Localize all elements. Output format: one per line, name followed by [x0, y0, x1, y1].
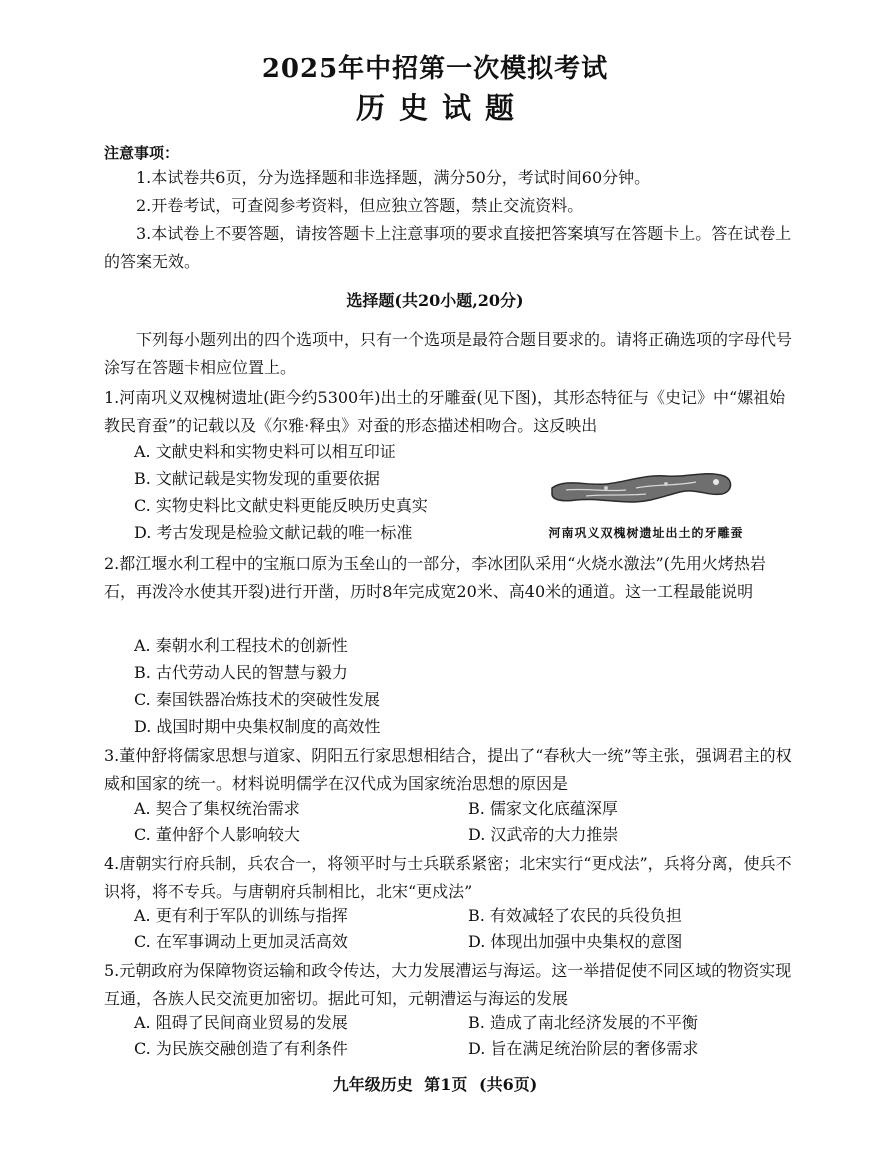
exam-title: 2025年中招第一次模拟考试 — [261, 54, 609, 84]
option-a: A. 契合了集权统治需求 — [134, 799, 300, 818]
option-d: D. 体现出加强中央集权的意图 — [468, 932, 683, 951]
question-number: 3. — [104, 746, 120, 765]
question-3 — [104, 742, 792, 798]
notice-heading: 注意事项： — [104, 144, 180, 162]
notice-item: 2.开卷考试，可查阅参考资料，但应独立答题，禁止交流资料。 — [136, 196, 584, 215]
option-d: D. 战国时期中央集权制度的高效性 — [134, 717, 381, 736]
option-b: B. 儒家文化底蕴深厚 — [468, 799, 618, 818]
question-4 — [104, 850, 792, 906]
option-b: B. 造成了南北经济发展的不平衡 — [468, 1013, 698, 1032]
question-stem: 唐朝实行府兵制，兵农合一，将领平时与士兵联系紧密；北宋实行“更戍法”，兵将分离，使兵不识将，将不专兵。与唐朝府兵制相比，北宋“更戍法” — [104, 854, 792, 901]
section-heading: 选择题(共20小题,20分) — [346, 291, 524, 310]
page-footer: 九年级历史 第1页 (共6页) — [332, 1075, 538, 1094]
question-5 — [104, 957, 792, 1013]
option-c: C. 在军事调动上更加灵活高效 — [134, 932, 348, 951]
option-b: B. 古代劳动人民的智慧与毅力 — [134, 663, 348, 682]
option-c: C. 秦国铁器冶炼技术的突破性发展 — [134, 690, 380, 709]
option-a: A. 更有利于军队的训练与指挥 — [134, 906, 348, 925]
carved-ivory-silkworm-image — [546, 466, 736, 516]
question-number: 2. — [104, 554, 120, 573]
option-b: B. 文献记载是实物发现的重要依据 — [134, 469, 380, 488]
question-number: 1. — [104, 388, 120, 407]
notice-item: 3.本试卷上不要答题，请按答题卡上注意事项的要求直接把答案填写在答题卡上。答在试卷上的答案无效。 — [104, 224, 792, 271]
question-stem: 董仲舒将儒家思想与道家、阴阳五行家思想相结合，提出了“春秋大一统”等主张，强调君主的权威和国家的统一。材料说明儒学在汉代成为国家统治思想的原因是 — [104, 746, 792, 793]
option-d: D. 考古发现是检验文献记载的唯一标准 — [134, 523, 413, 542]
option-b: B. 有效减轻了农民的兵役负担 — [468, 906, 682, 925]
section-instructions: 下列每小题列出的四个选项中，只有一个选项是最符合题目要求的。请将正确选项的字母代号涂写在答题卡相应位置上。 — [104, 330, 793, 377]
option-c: C. 实物史料比文献史料更能反映历史真实 — [134, 496, 428, 515]
question-stem: 都江堰水利工程中的宝瓶口原为玉垒山的一部分，李冰团队采用“火烧水激法”(先用火烤热岩石，再泼冷水使其开裂)进行开凿，历时8年完成宽20米、高40米的通道。这一工程最能说明 — [104, 554, 766, 601]
option-d: D. 旨在满足统治阶层的奢侈需求 — [468, 1039, 699, 1058]
notice-item: 1.本试卷共6页，分为选择题和非选择题，满分50分，考试时间60分钟。 — [136, 168, 651, 187]
option-a: A. 秦朝水利工程技术的创新性 — [134, 636, 348, 655]
option-c: C. 董仲舒个人影响较大 — [134, 825, 300, 844]
question-stem: 河南巩义双槐树遗址(距今约5300年)出土的牙雕蚕(见下图)，其形态特征与《史记》中“嫘祖始教民育蚕”的记载以及《尔雅·释虫》对蚕的形态描述相吻合。这反映出 — [104, 388, 786, 435]
option-c: C. 为民族交融创造了有利条件 — [134, 1039, 348, 1058]
exam-subject-title: 历史试题 — [355, 91, 528, 125]
figure-caption: 河南巩义双槐树遗址出土的牙雕蚕 — [548, 526, 744, 540]
question-number: 5. — [104, 961, 120, 980]
option-d: D. 汉武帝的大力推崇 — [468, 825, 619, 844]
option-a: A. 文献史料和实物史料可以相互印证 — [134, 442, 396, 461]
question-stem: 元朝政府为保障物资运输和政令传达，大力发展漕运与海运。这一举措促使不同区域的物资实现互通，各族人民交流更加密切。据此可知，元朝漕运与海运的发展 — [104, 961, 792, 1008]
question-1 — [104, 384, 792, 440]
question-2 — [104, 550, 792, 606]
option-a: A. 阻碍了民间商业贸易的发展 — [134, 1013, 348, 1032]
question-number: 4. — [104, 854, 120, 873]
